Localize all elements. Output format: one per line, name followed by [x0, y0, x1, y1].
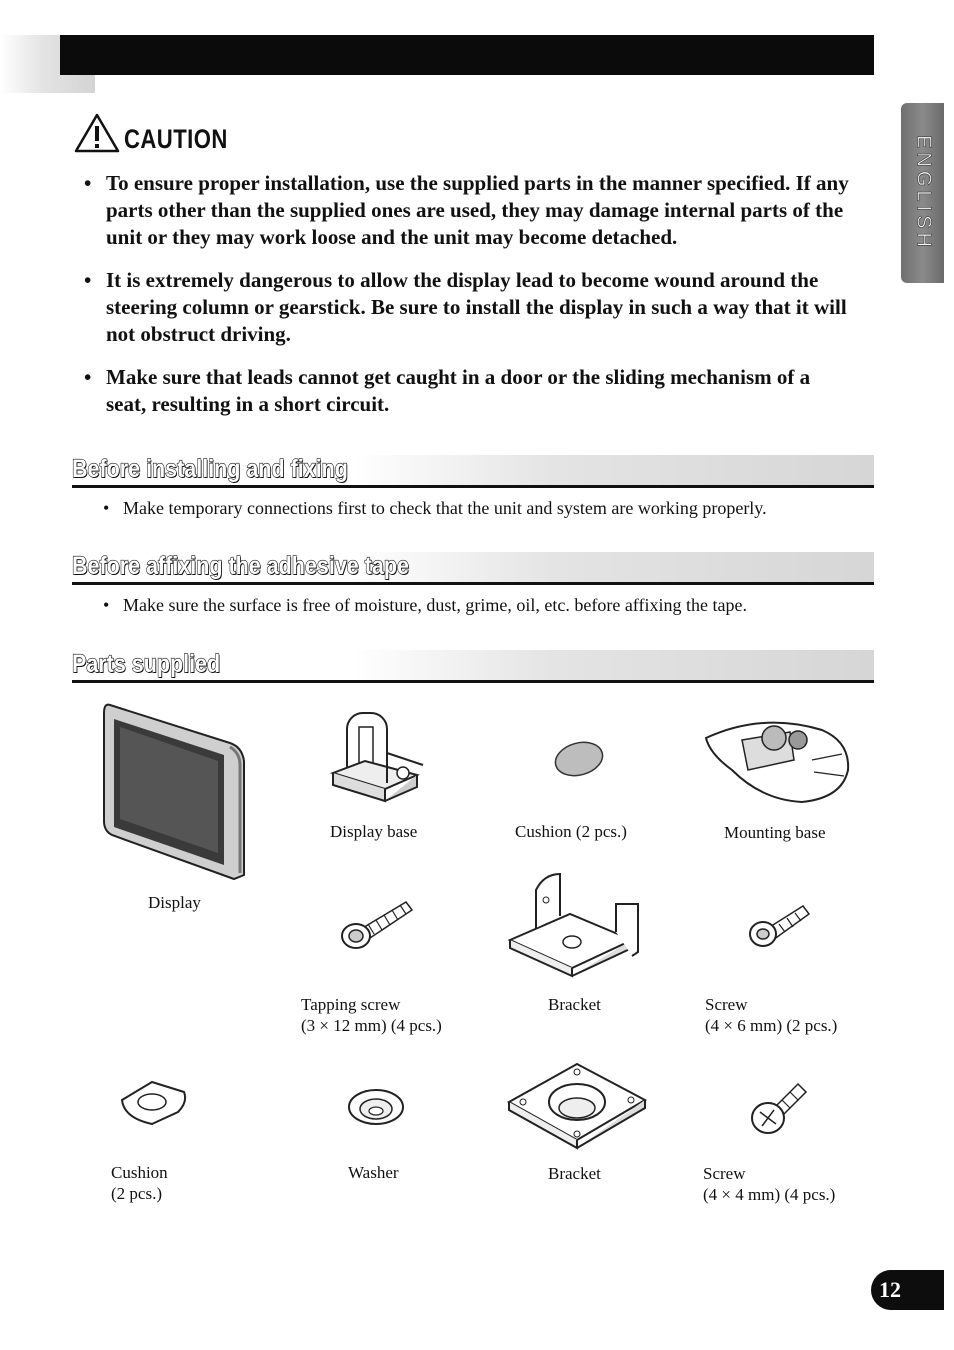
section-title: Before installing and fixing	[72, 455, 348, 483]
display-illustration	[102, 703, 252, 881]
section-note	[105, 595, 747, 616]
caution-item: • To ensure proper installation, use the supplied parts in the manner specified. If any parts other than the supplied ones are used, they may damage internal parts of the unit or they may work loose and the unit may become detached.	[84, 170, 854, 251]
part-label-screw-2	[703, 1163, 835, 1205]
tapping-screw-illustration	[338, 896, 416, 954]
caution-item: • Make sure that leads cannot get caught in a door or the sliding mechanism of a seat, resulting in a short circuit.	[84, 364, 854, 418]
screw-illustration	[745, 900, 815, 952]
section-before-affixing	[72, 552, 874, 585]
washer-illustration	[346, 1087, 406, 1127]
section-title: Parts supplied	[72, 650, 221, 678]
tapping-screw-qty: (3 × 12 mm) (4 pcs.)	[301, 1016, 442, 1035]
caution-item: • It is extremely dangerous to allow the display lead to become wound around the steering column or gearstick. Be sure to install the display in such a way that it will not obstruct driving.	[84, 267, 854, 348]
part-label-cushion-2	[111, 1162, 168, 1204]
caution-list	[84, 170, 854, 434]
display-base-illustration	[325, 703, 430, 808]
screw-1-name: Screw	[705, 995, 748, 1014]
screw-1-qty: (4 × 6 mm) (2 pcs.)	[705, 1016, 838, 1035]
section-title: Before affixing the adhesive tape	[72, 552, 409, 580]
part-label-screw-1	[705, 994, 837, 1036]
round-cushion-illustration	[553, 740, 605, 778]
language-tab-label: ENGLISH	[912, 135, 934, 251]
tapping-screw-name: Tapping screw	[301, 995, 401, 1014]
cushion-2-name: Cushion	[111, 1163, 168, 1182]
square-bracket-illustration	[505, 1060, 649, 1152]
warning-triangle-icon	[74, 112, 120, 154]
part-label-bracket-1: Bracket	[548, 995, 601, 1014]
bracket-illustration	[506, 870, 648, 988]
language-tab	[901, 103, 944, 283]
screw-small-illustration	[748, 1078, 810, 1138]
screw-2-name: Screw	[703, 1164, 746, 1183]
section-note-text: Make sure the surface is free of moisture, dust, grime, oil, etc. before affixing the tape.	[123, 595, 747, 615]
section-parts-supplied	[72, 650, 874, 683]
part-label-bracket-2: Bracket	[548, 1164, 601, 1183]
section-note	[105, 498, 767, 519]
part-label-display: Display	[148, 893, 201, 912]
section-before-installing	[72, 455, 874, 488]
part-label-mounting-base: Mounting base	[724, 823, 826, 842]
page-number: 12	[879, 1277, 901, 1302]
part-label-tapping-screw	[301, 994, 442, 1036]
cushion-2-qty: (2 pcs.)	[111, 1184, 162, 1203]
screw-2-qty: (4 × 4 mm) (4 pcs.)	[703, 1185, 836, 1204]
shaped-cushion-illustration	[118, 1078, 188, 1128]
part-label-display-base: Display base	[330, 822, 418, 841]
part-label-cushion-round: Cushion (2 pcs.)	[515, 822, 627, 841]
part-label-washer: Washer	[348, 1163, 399, 1182]
page-number-badge	[871, 1270, 944, 1310]
header-bar	[60, 35, 874, 75]
section-note-text: Make temporary connections first to check that the unit and system are working properly.	[123, 498, 767, 518]
caution-title: CAUTION	[124, 124, 228, 154]
mounting-base-illustration	[702, 710, 852, 805]
